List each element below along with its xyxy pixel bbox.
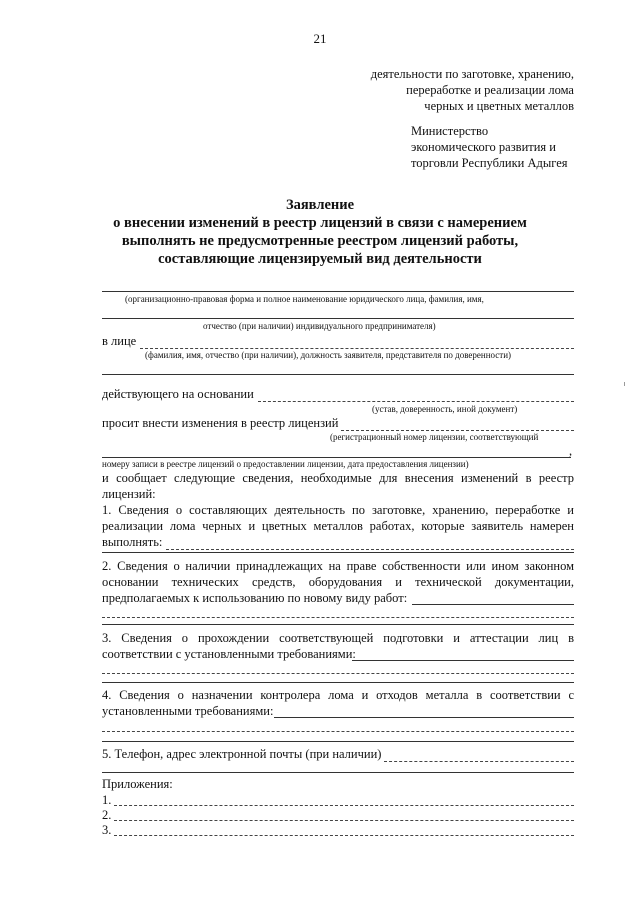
section-3-field-3[interactable] (102, 682, 574, 683)
title-line: Заявление (285, 197, 355, 213)
reg-hint: (регистрационный номер лицензии, соответствующий (330, 432, 539, 442)
attachment-number: 3. (102, 823, 112, 837)
margin-mark (624, 382, 625, 386)
section-2-field[interactable] (412, 604, 574, 605)
attachments-label: Приложения: (102, 777, 173, 791)
page-number: 21 (313, 31, 327, 46)
header-line: деятельности по заготовке, хранению, (370, 67, 574, 81)
informs-line: лицензий: (102, 487, 156, 501)
informs-line: и сообщает следующие сведения, необходимые для внесения изменений в реестр (102, 471, 574, 485)
attachment-number: 2. (102, 808, 112, 822)
license-number-field-2[interactable] (102, 457, 571, 458)
attachment-2-field[interactable] (114, 820, 574, 821)
section-1-field-2[interactable] (102, 552, 574, 553)
record-hint: номеру записи в реестре лицензий о предоставлении лицензии, дата предоставления лицензии) (102, 459, 469, 469)
person-field[interactable] (140, 348, 574, 349)
document-header (371, 66, 574, 114)
org-name-field[interactable] (102, 291, 574, 292)
section-4-line: 4. Сведения о назначении контролера лома и отходов металла в соответствии с (102, 688, 574, 702)
org-name-field-2[interactable] (102, 318, 574, 319)
section-3-line: соответствии с установленными требованиями: (102, 647, 356, 661)
contacts-field[interactable] (384, 761, 574, 762)
title-line: выполнять не предусмотренные реестром лицензий работы, (121, 233, 519, 249)
section-2-field-3[interactable] (102, 624, 574, 625)
contacts-label: 5. Телефон, адрес электронной почты (при наличии) (102, 747, 382, 761)
comma: , (569, 444, 573, 458)
person-field-2[interactable] (102, 374, 574, 375)
recipient-block (411, 123, 568, 171)
section-4-field-2[interactable] (102, 731, 574, 732)
section-1-line: выполнять: (102, 535, 163, 549)
basis-field[interactable] (258, 401, 574, 402)
acting-label: действующего на основании (102, 387, 254, 401)
basis-hint: (устав, доверенность, иной документ) (372, 404, 518, 414)
attachment-1-field[interactable] (114, 805, 574, 806)
attachment-number: 1. (102, 793, 112, 807)
section-1-line: 1. Сведения о составляющих деятельность по заготовке, хранению, переработке и (102, 503, 574, 517)
section-4-field[interactable] (274, 717, 574, 718)
contacts-field-2[interactable] (102, 772, 574, 773)
recipient-line: экономического развития и (411, 140, 556, 154)
section-2-line: основании технических средств, оборудования и технической документации, (102, 575, 574, 589)
in-person-label: в лице (102, 334, 137, 348)
person-hint: (фамилия, имя, отчество (при наличии), должность заявителя, представителя по доверенности) (145, 350, 512, 360)
license-number-field[interactable] (341, 430, 574, 431)
section-4-field-3[interactable] (102, 741, 574, 742)
section-3-line: 3. Сведения о прохождении соответствующей подготовки и аттестации лиц в (102, 631, 574, 645)
header-line: черных и цветных металлов (424, 99, 574, 113)
header-line: переработке и реализации лома (406, 83, 574, 97)
section-1-field[interactable] (166, 549, 574, 550)
patronymic-hint: отчество (при наличии) индивидуального предпринимателя) (203, 321, 436, 331)
section-2-field-2[interactable] (102, 617, 574, 618)
document-title (0, 196, 640, 268)
title-line: составляющие лицензируемый вид деятельности (158, 251, 482, 267)
title-line: о внесении изменений в реестр лицензий в связи с намерением (113, 215, 527, 231)
section-2-line: предполагаемых к использованию по новому виду работ: (102, 591, 408, 605)
attachment-3-field[interactable] (114, 835, 574, 836)
section-3-field-2[interactable] (102, 673, 574, 674)
section-2-line: 2. Сведения о наличии принадлежащих на праве собственности или ином законном (102, 559, 574, 573)
section-1-line: реализации лома черных и цветных металлов работах, которые заявитель намерен (102, 519, 574, 533)
requests-label: просит внести изменения в реестр лицензий (102, 416, 339, 430)
recipient-line: торговли Республики Адыгея (411, 156, 568, 170)
org-hint: (организационно-правовая форма и полное наименование юридического лица, фамилия, имя, (125, 294, 484, 304)
section-3-field[interactable] (352, 660, 574, 661)
recipient-line: Министерство (411, 124, 489, 138)
section-4-line: установленными требованиями: (102, 704, 274, 718)
